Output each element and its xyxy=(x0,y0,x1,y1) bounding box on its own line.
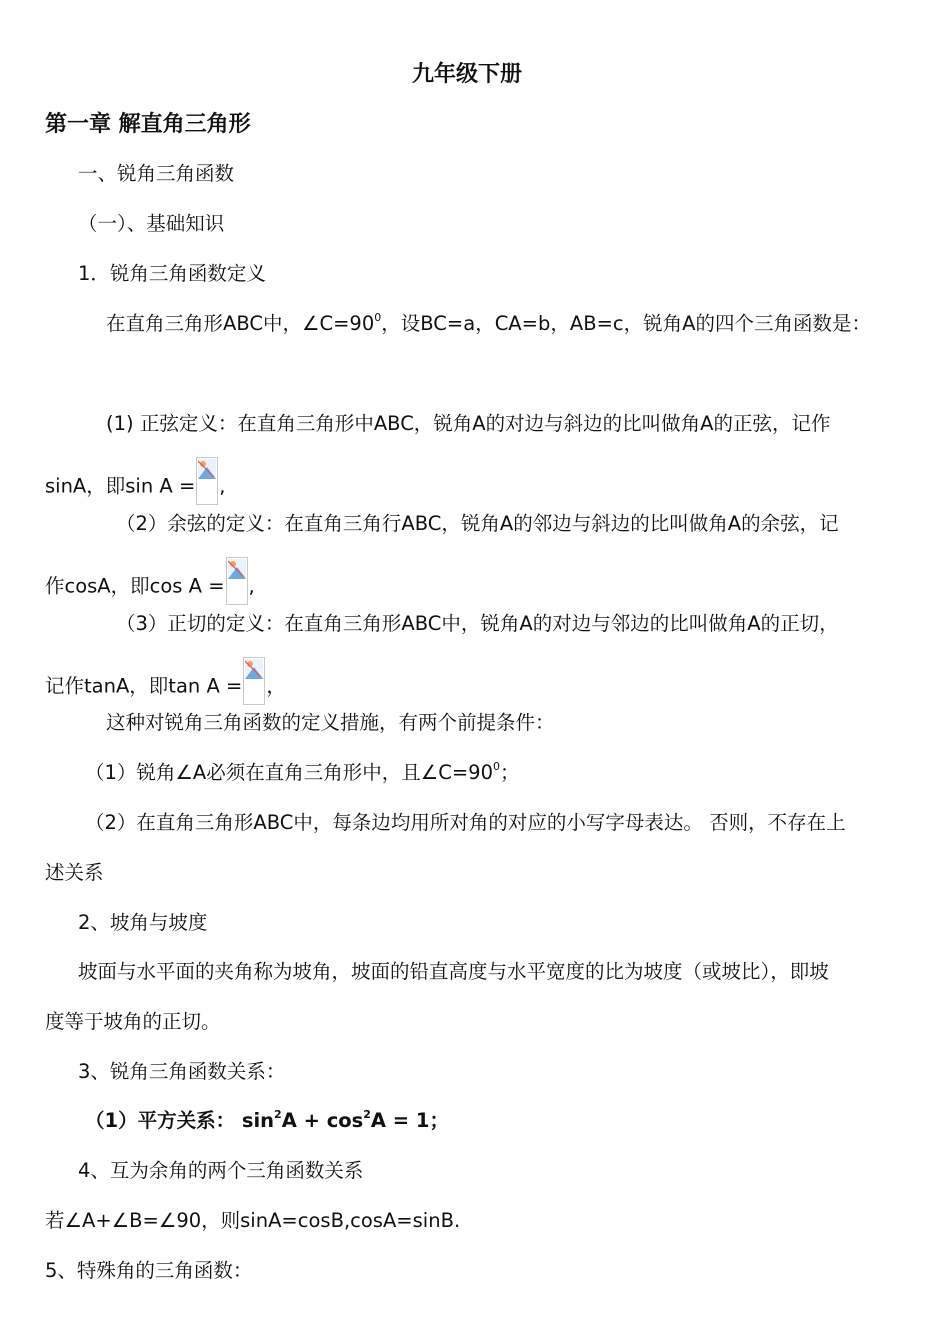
condition-1: （1）锐角∠A必须在直角三角形中，且$\angle C=90^0$； xyxy=(85,759,520,784)
slope-text-line1: 坡面与水平面的夹角称为坡角，坡面的铅直高度与水平宽度的比为坡度（或坡比），即坡 xyxy=(78,960,829,983)
condition-2-line2: 述关系 xyxy=(45,861,104,884)
tangent-definition-line1: （3）正切的定义：在直角三角形ABC中，锐角A的对边与邻边的比叫做角A的正切， xyxy=(116,612,839,635)
cosine-definition-line1: （2）余弦的定义：在直角三角行ABC，锐角A的邻边与斜边的比叫做角A的余弦，记 xyxy=(116,512,839,535)
doc-title: 九年级下册 xyxy=(412,62,523,87)
sine-definition-line2: sinA，即sin A = , xyxy=(45,463,226,511)
item-5-heading: 5、特殊角的三角函数： xyxy=(45,1259,253,1282)
section-heading: 一、锐角三角函数 xyxy=(78,162,235,185)
condition-2-line1: （2）在直角三角形ABC中，每条边均用所对角的对应的小写字母表达。 否则，不存在上 xyxy=(85,811,846,834)
sine-definition-line1: (1) 正弦定义：在直角三角形中ABC，锐角A的对边与斜边的比叫做角A的正弦，记作 xyxy=(106,412,831,435)
sine-formula-image-icon xyxy=(196,457,218,505)
premise-text: 这种对锐角三角函数的定义措施，有两个前提条件： xyxy=(106,711,555,734)
item-3-heading: 3、锐角三角函数关系： xyxy=(78,1060,286,1083)
item-2-heading: 2、坡角与坡度 xyxy=(78,911,208,934)
cosine-formula-image-icon xyxy=(226,557,248,605)
item-4-heading: 4、互为余角的两个三角函数关系 xyxy=(78,1159,364,1182)
definition-intro: 在直角三角形ABC中，$\angle C=90^0$，设BC=a，CA=b，AB=c，锐角A的四个三角函数是： xyxy=(106,310,871,335)
item-1-heading: 1．锐角三角函数定义 xyxy=(78,262,266,285)
chapter-heading: 第一章 解直角三角形 xyxy=(45,112,251,137)
cosine-definition-line2: 作cosA，即cos A = , xyxy=(45,563,255,611)
tangent-formula-image-icon xyxy=(243,657,265,705)
complement-relation: 若∠A+∠B=∠90，则sinA=cosB,cosA=sinB. xyxy=(45,1209,461,1232)
slope-text-line2: 度等于坡角的正切。 xyxy=(45,1010,221,1033)
square-relation: （1）平方关系： $\sin^2A + \cos^2A = 1$； xyxy=(85,1107,449,1132)
tangent-definition-line2: 记作tanA，即tan A = ， xyxy=(45,663,286,711)
subsection-heading: （一）、基础知识 xyxy=(78,212,225,235)
